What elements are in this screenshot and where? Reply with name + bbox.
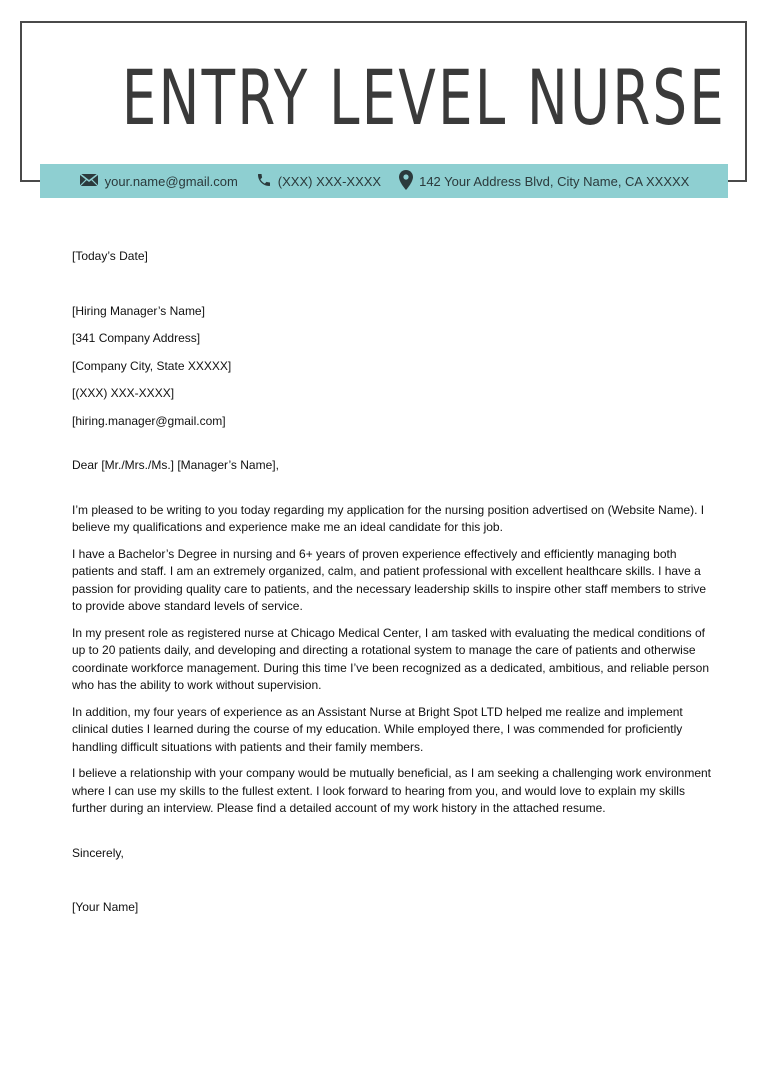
body-paragraph: I have a Bachelor’s Degree in nursing and 6+ years of proven experience effectively and efficiently managing both patients and staff. I am an extremely organized, calm, and patient professional with excellent healthcare skills. I have a passion for providing quality care to patients, and the necessary leadership skills to inspire other staff members to strive to provide above standard levels of service. [72,546,707,613]
recipient-phone: [(XXX) XXX-XXXX] [72,386,175,400]
recipient-address: [341 Company Address] [72,331,201,345]
recipient-city: [Company City, State XXXXX] [72,358,232,373]
location-pin-icon [399,170,419,193]
phone-text: (XXX) XXX-XXXX [277,173,382,189]
recipient-email: [hiring.manager@gmail.com] [72,413,226,428]
envelope-icon [79,173,105,190]
body-paragraph: I’m pleased to be writing to you today regarding my application for the nursing position advertised on (Website Name). I believe my qualifications and experience make me an ideal candidate for this job. [72,502,705,534]
letter-date: [Today’s Date] [72,249,148,263]
body-paragraph: In my present role as registered nurse at Chicago Medical Center, I am tasked with evaluating the medical conditions of up to 20 patients daily, and developing and directing a rotational system to manage the care of patients and otherwise coordinate workforce management. During this time I’ve been recognized as a dedicated, ambitious, and reliable person who has the ability to work without supervision. [72,625,710,692]
recipient-block [72,303,712,431]
contact-email [79,173,238,190]
contact-address [399,170,689,193]
salutation: Dear [Mr./Mrs./Ms.] [Manager’s Name], [72,458,279,472]
phone-icon [256,172,278,191]
address-text: 142 Your Address Blvd, City Name, CA XXXXX [419,173,690,189]
body-paragraph: I believe a relationship with your company would be mutually beneficial, as I am seeking a challenging work environment where I can use my skills to the fullest extent. I look forward to hearing from you, and would love to explain my skills further during an interview. Please find a detailed account of my work history in the attached resume. [72,766,712,815]
signature: [Your Name] [72,900,139,914]
letter-body [72,248,712,917]
header-frame-tick-right [726,180,747,182]
recipient-name: [Hiring Manager’s Name] [72,303,205,318]
contact-phone [256,172,381,191]
email-text: your.name@gmail.com [104,173,238,189]
header-frame-tick-left [20,180,42,182]
page-title: ENTRY LEVEL NURSE [121,53,727,142]
contact-bar [40,164,728,198]
closing: Sincerely, [72,845,124,860]
body-paragraph: In addition, my four years of experience as an Assistant Nurse at Bright Spot LTD helped me realize and implement clinical duties I learned during the course of my education. While employed there, I was commended for proficiently handling difficult situations with patients and their family members. [72,704,683,754]
